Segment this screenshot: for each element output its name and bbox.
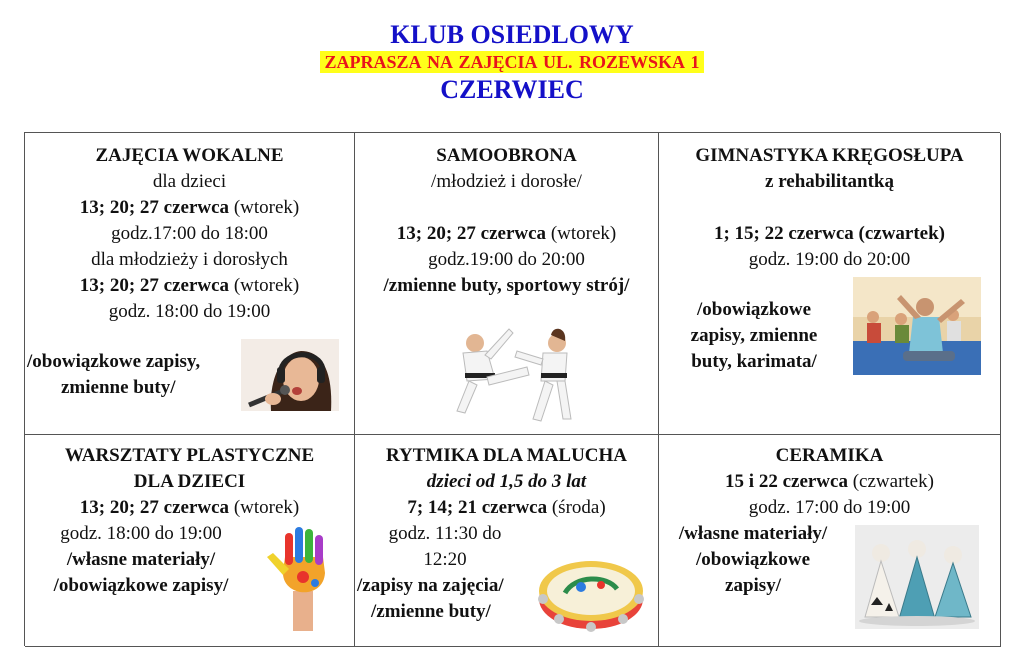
time-line: 12:20 <box>423 549 467 570</box>
time-line: godz. 18:00 do 19:00 <box>108 301 271 322</box>
painted-hand-photo <box>263 527 343 631</box>
karate-photo <box>439 315 589 427</box>
singer-photo <box>241 339 339 411</box>
note-line: /obowiązkowe zapisy/ <box>53 575 229 596</box>
dates-line <box>25 195 354 221</box>
note-line: zapisy, zmienne <box>690 325 818 346</box>
group-label: dla dzieci <box>152 171 227 192</box>
note-line: /obowiązkowe zapisy, <box>27 351 201 372</box>
note-line: /własne materiały/ <box>66 549 216 570</box>
weekday: (wtorek) <box>229 197 300 218</box>
cell-art-workshops <box>25 435 355 647</box>
class-name: WARSZTATY PLASTYCZNE <box>64 445 315 466</box>
time-line: godz. 17:00 do 19:00 <box>748 497 911 518</box>
note-line: /zmienne buty/ <box>371 601 491 622</box>
class-name: RYTMIKA DLA MALUCHA <box>385 445 628 466</box>
schedule-table <box>24 132 1000 646</box>
time-line: godz. 11:30 do <box>388 523 502 544</box>
dates: 13; 20; 27 czerwca <box>79 497 230 518</box>
dates: 13; 20; 27 czerwca <box>79 275 230 296</box>
dates: 15 i 22 czerwca <box>725 471 848 492</box>
dates-line <box>25 273 354 299</box>
page-title: KLUB OSIEDLOWY <box>390 20 634 49</box>
gymnastics-photo <box>853 277 981 375</box>
instructor-label: z rehabilitantką <box>765 171 894 192</box>
ceramics-photo <box>855 525 979 629</box>
dates-line <box>25 495 354 521</box>
note-line: buty, karimata/ <box>691 351 817 372</box>
dates: 13; 20; 27 czerwca <box>79 197 230 218</box>
dates-line: 1; 15; 22 czerwca (czwartek) <box>713 223 946 244</box>
weekday: (wtorek) <box>229 497 300 518</box>
time-line: godz.17:00 do 18:00 <box>111 223 268 244</box>
group-label: /młodzież i dorosłe/ <box>431 171 582 192</box>
month-title: CZERWIEC <box>440 75 584 104</box>
cell-self-defense <box>355 133 659 435</box>
dates: 7; 14; 21 czerwca <box>407 497 548 518</box>
cell-spine-gymnastics <box>659 133 1001 435</box>
time-line: godz. 18:00 do 19:00 <box>60 523 222 544</box>
note-line: zmienne buty/ <box>61 377 176 398</box>
class-name: DLA DZIECI <box>133 471 246 492</box>
cell-ceramics <box>659 435 1001 647</box>
weekday: (wtorek) <box>546 223 617 244</box>
cell-vocal-classes <box>25 133 355 435</box>
dates-line <box>355 495 658 521</box>
group-label: dzieci od 1,5 do 3 lat <box>426 471 587 492</box>
note-line: /własne materiały/ <box>678 523 828 544</box>
class-name: ZAJĘCIA WOKALNE <box>95 145 284 166</box>
time-line: godz. 19:00 do 20:00 <box>748 249 911 270</box>
note-line: zapisy/ <box>725 575 781 596</box>
page-subtitle: ZAPRASZA NA ZAJĘCIA UL. ROZEWSKA 1 <box>320 51 703 73</box>
class-name: GIMNASTYKA KRĘGOSŁUPA <box>695 145 964 166</box>
header <box>0 20 1024 105</box>
tambourine-photo <box>535 553 647 633</box>
class-name: CERAMIKA <box>775 445 884 466</box>
note-line: /obowiązkowe <box>697 299 811 320</box>
note-line: /zmienne buty, sportowy strój/ <box>383 275 630 296</box>
weekday: (wtorek) <box>229 275 300 296</box>
dates-line <box>659 469 1000 495</box>
note-line: /obowiązkowe <box>696 549 810 570</box>
cell-rhythmics <box>355 435 659 647</box>
dates-line <box>355 221 658 247</box>
group-label: dla młodzieży i dorosłych <box>91 249 288 270</box>
weekday: (czwartek) <box>847 471 934 492</box>
dates: 13; 20; 27 czerwca <box>396 223 547 244</box>
class-name: SAMOOBRONA <box>436 145 577 166</box>
weekday: (środa) <box>547 497 606 518</box>
time-line: godz.19:00 do 20:00 <box>428 249 585 270</box>
note-line: /zapisy na zajęcia/ <box>357 575 504 596</box>
